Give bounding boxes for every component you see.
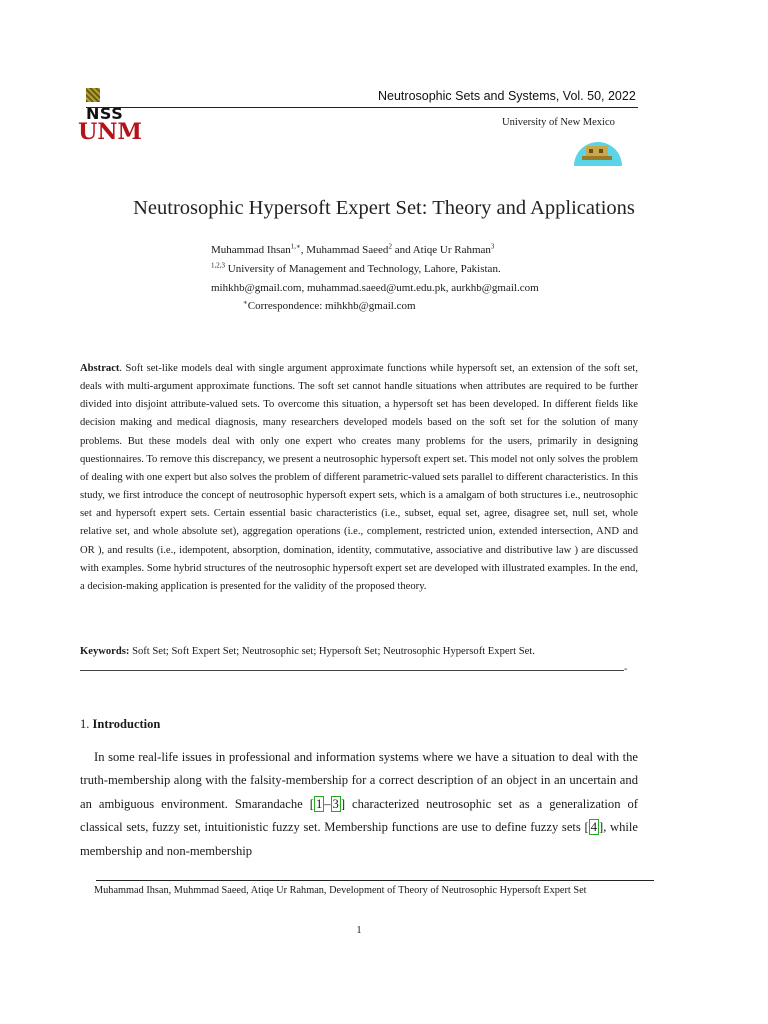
author-superscript: 3 xyxy=(490,242,495,251)
citation-link[interactable]: 4 xyxy=(590,820,597,835)
affiliation: University of Management and Technology, Lahore, Pakistan. xyxy=(225,263,501,275)
correspondence: Correspondence: mihkhb@gmail.com xyxy=(247,300,416,312)
nss-logo xyxy=(86,84,142,123)
unm-logo-letters: UNM xyxy=(78,119,142,145)
author-superscript: 1,∗ xyxy=(290,242,301,251)
nss-logo-mark-icon xyxy=(86,88,100,102)
author-name: Muhammad Ihsan xyxy=(211,244,291,256)
author-name: Atiqe Ur Rahman xyxy=(412,244,491,256)
keywords xyxy=(80,646,638,657)
correspondence-line xyxy=(243,300,416,312)
keywords-divider xyxy=(80,670,624,671)
page-number: 1 xyxy=(356,925,362,936)
section-number: 1. xyxy=(80,717,90,731)
author-name: Muhammad Saeed xyxy=(306,244,389,256)
header-divider xyxy=(86,107,638,108)
university-name: University of New Mexico xyxy=(502,117,615,128)
affiliation-line xyxy=(211,263,501,275)
citation-link[interactable]: 1 xyxy=(315,796,323,811)
affiliation-superscript: 1,2,3 xyxy=(211,261,225,270)
intro-text: , while membership and non-membership xyxy=(80,820,638,858)
abstract xyxy=(80,360,638,596)
correspondence-superscript: ∗ xyxy=(243,298,248,307)
section-heading xyxy=(80,717,160,732)
intro-text: characterized neutrosophic set as a generalization of classical sets, fuzzy set, intuitionistic fuzzy set. Membership functions are use to define fuzzy sets xyxy=(80,796,638,835)
keywords-label: Keywords: xyxy=(80,646,130,657)
paper-title: Neutrosophic Hypersoft Expert Set: Theory and Applications xyxy=(133,197,635,219)
nss-logo-text: NSS xyxy=(86,104,124,123)
footer-citation: Muhammad Ihsan, Muhmmad Saeed, Atiqe Ur Rahman, Development of Theory of Neutrosophic Hypersoft Expert Set xyxy=(94,885,587,896)
author-separator: , xyxy=(300,244,307,256)
section-title: Introduction xyxy=(92,717,161,731)
intro-text: In some real-life issues in professional and information systems where we have a situation to deal with the truth-membership along with the falsity-membership for a correct description of an object in an uncertain and an ambiguous environment. Smarandache xyxy=(80,750,638,811)
abstract-text: . Soft set-like models deal with single argument approximate functions while hypersoft set, an extension of the soft set, deals with multi-argument approximate functions. The soft set cannot handle situations when attributes are required to be further divided into disjoint attribute-valued sets. To overcome this situation, a hypersoft set has been developed. In different fields like decision making and medical diagnosis, many researchers developed models based on the soft set for the solution of many problems. But these models deal with only one expert who creates many problems for the users, primarily in designing questionnaires. To remove this discrepancy, we present a neutrosophic hypersoft expert set. This model not only solves the problem of dealing with one expert but also solves the problem of different parametric-valued sets parallel to different characteristics. In this study, we first introduce the concept of neutrosophic hypersoft expert sets, which is a amalgam of both structures i.e., neutrosophic set and hypersoft expert sets. Certain essential basic characteristics (i.e., subset, equal set, agree, disagree set, null set, whole relative set, and whole absolute set), aggregation operations (i.e., complement, restricted union, extended intersection, AND and OR ), and results (i.e., idempotent, absorption, domination, identity, commutative, associative and distributive law ) are discussed with examples. Some hybrid structures of the neutrosophic hypersoft expert set are developed with illustrated examples. In the end, a decision-making application is presented for the validity of the proposed theory. xyxy=(80,363,638,592)
university-emblem-icon xyxy=(572,132,624,168)
author-separator: and xyxy=(391,244,413,256)
footer-divider xyxy=(96,880,654,881)
author-superscript: 2 xyxy=(388,242,392,251)
intro-paragraph: In some real-life issues in professional and information systems where we have a situation to deal with the truth-membership along with the falsity-membership for a correct description of an object in an uncertain and an ambiguous environment. Smarandache [ 1 – 3 ] characterized neutrosophic set as a generalization of classical sets, fuzzy set, intuitionistic fuzzy set. Membership functions are use to define fuzzy sets [ 4 ], while membership and non-membership xyxy=(80,750,638,858)
author-emails: mihkhb@gmail.com, muhammad.saeed@umt.edu.pk, aurkhb@gmail.com xyxy=(211,282,539,294)
author-line xyxy=(211,244,494,256)
journal-name: Neutrosophic Sets and Systems, Vol. 50, 2022 xyxy=(378,89,636,103)
citation-link[interactable]: 3 xyxy=(332,796,339,811)
citation-dash: – xyxy=(324,796,331,811)
keywords-text: Soft Set; Soft Expert Set; Neutrosophic set; Hypersoft Set; Neutrosophic Hypersoft Expert Set. xyxy=(129,646,535,657)
unm-logo-icon xyxy=(78,112,142,148)
keywords-divider-dash: - xyxy=(624,664,628,675)
abstract-label: Abstract xyxy=(80,363,120,374)
